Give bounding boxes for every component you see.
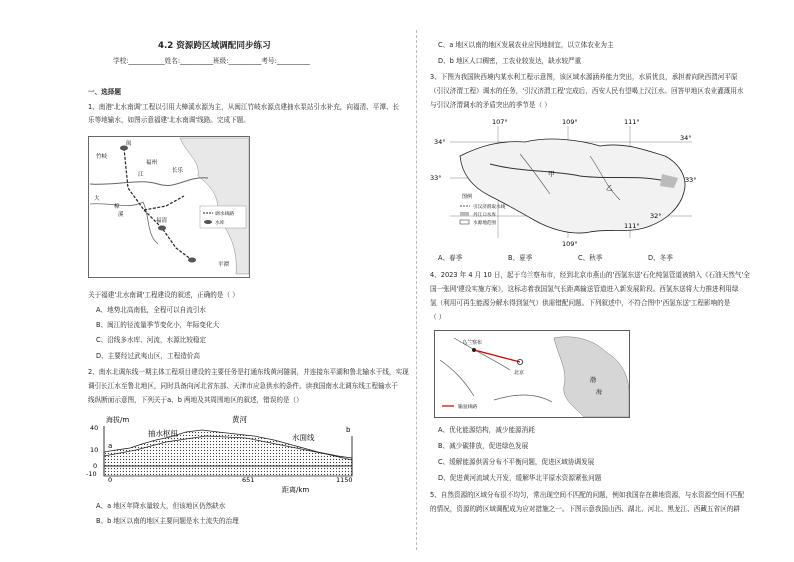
svg-text:丹江口水库: 丹江口水库 [473, 213, 496, 218]
right-column [416, 0, 794, 562]
annotation-water-line: 水面线 [292, 433, 315, 442]
q1-map-figure [88, 136, 250, 278]
q3-option-c[interactable]: C、秋季 [578, 254, 603, 262]
q1-option-a[interactable]: A、地势北高南低，全程可以自流引水 [96, 306, 207, 314]
student-info-fields: 学校:___________姓名:__________班级:__________考号:__________ [113, 57, 310, 65]
svg-text:海: 海 [596, 389, 603, 396]
svg-text:北京: 北京 [514, 370, 525, 376]
q3-map-figure [430, 116, 700, 248]
svg-text:水源地范围: 水源地范围 [473, 221, 496, 226]
section-heading: 一、选择题 [88, 88, 121, 96]
svg-text:111°: 111° [624, 118, 640, 126]
q4-option-a[interactable]: A、优化能源结构，减少能源消耗 [438, 426, 535, 434]
q2-profile-chart [86, 410, 358, 496]
q4-stem-line: （ ） [430, 313, 446, 321]
place-yi: 乙 [606, 184, 613, 192]
svg-text:109°: 109° [562, 240, 578, 248]
q4-stem-line: 4、2023 年 4 月 10 日，起于乌兰察布市，经到北京市燕山的'西氢东送'石化纯氢管道被纳入《石油天然气'全 [430, 271, 750, 279]
q4-map-figure [434, 330, 630, 418]
svg-text:水库: 水库 [215, 221, 225, 226]
svg-text:长乐: 长乐 [172, 168, 184, 174]
x-tick-label: 651 [242, 476, 255, 484]
svg-text:输氢线路: 输氢线路 [458, 405, 478, 410]
svg-text:溪: 溪 [118, 212, 124, 218]
q4-stem-line: 国一张网'建设实施方案》，这标志着我国氢气长距离输送管道进入新发展阶段。西氢东送将大力推进利用绿 [430, 285, 739, 293]
y-tick-label: 40 [90, 424, 99, 432]
q5-stem-line: 的情况，资源的跨区域调配成为应对措施之一。下图示意我国山西、湖北、河北、黑龙江、西藏五省区的耕 [430, 505, 740, 513]
x-axis-label: 距离/km [282, 486, 310, 494]
x-tick-label: 1150 [336, 476, 353, 484]
svg-text:闽: 闽 [126, 141, 132, 147]
svg-text:乌兰察布: 乌兰察布 [462, 340, 483, 346]
q3-option-b[interactable]: B、夏季 [508, 254, 533, 262]
q1-stem-line: 乐等地输水，如图示意福建'北水南调'线路。完成下题。 [88, 116, 250, 124]
q2-stem-line: 2、南水北调东线一期主体工程项目建设的主要任务是打通东线黄河隧洞，并连接东平湖和鲁北输水干线，实现 [88, 368, 409, 376]
svg-text:34°: 34° [680, 134, 692, 142]
point-b-label: b [346, 426, 351, 434]
q4-option-d[interactable]: D、促进黄河流域大开发，缓解华北平原水资源紧张问题 [438, 474, 602, 482]
svg-text:大: 大 [94, 196, 100, 202]
q2-stem-line: 线纵断面示意图，下列关于a、b 两地及其周围地区的叙述，错误的是（） [88, 396, 303, 404]
svg-text:竹岐: 竹岐 [96, 154, 108, 160]
q1-question: 关于福建'北水南调'工程建设的叙述，正确的是（ ） [88, 291, 239, 299]
svg-text:33°: 33° [685, 176, 697, 184]
q3-stem-line: 与引汉济渭调水的矛盾突出的季节是（ ） [430, 101, 551, 109]
svg-text:32°: 32° [650, 212, 662, 220]
q1-stem-line: 1、南港'北水南调'工程以引用大樟溪水源为主，从闽江竹岐水源点建抽水泵站引水补充，向福清、平潭、长 [88, 103, 400, 111]
svg-text:调水线路: 调水线路 [215, 212, 235, 217]
svg-text:渤: 渤 [590, 377, 597, 384]
svg-text:福州: 福州 [146, 160, 158, 166]
y-tick-label: 10 [90, 446, 99, 454]
q4-option-b[interactable]: B、减少碳排放，促进绿色发展 [438, 442, 529, 450]
annotation-pump: 抽水枢纽 [148, 429, 178, 438]
svg-text:111°: 111° [624, 222, 640, 230]
q2-stem-line: 调引长江水至鲁北地区，同时具备向河北省东部、天津市应急供水的条件。读我国南水北调东线工程输水干 [88, 382, 398, 390]
q1-option-d[interactable]: D、主要经过武夷山区，工程造价高 [96, 352, 200, 360]
q2-option-a[interactable]: A、a 地区年降水量较大，但该地区仍然缺水 [96, 502, 226, 510]
y-tick-label: -10 [86, 470, 97, 478]
q4-stem-line: 氢（利用可再生能源分解水得到氢气）供需错配问题。下列叙述中，不符合图中'西氢东送'工程影响的是 [430, 299, 731, 307]
q2-option-b[interactable]: B、b 地区以南的地区主要问题是水土流失的治理 [96, 517, 239, 525]
y-tick-label: 0 [93, 462, 98, 470]
q3-option-a[interactable]: A、春季 [438, 254, 463, 262]
q1-option-b[interactable]: B、闽江的径流量季节变化小，年际变化大 [96, 321, 220, 329]
svg-text:福清: 福清 [156, 218, 168, 224]
annotation-yellow-river: 黄河 [232, 415, 247, 424]
y-axis-label: 海拔/m [106, 416, 130, 424]
q4-option-c[interactable]: C、缓解能源供需分布不平衡问题，促进区域协调发展 [438, 458, 595, 466]
svg-text:引汉济渭取水线: 引汉济渭取水线 [473, 205, 506, 210]
svg-text:34°: 34° [434, 138, 446, 146]
q3-stem-line: 3、下图为我国陕西境内某水利工程示意图，该区域水源涵养能力突出，水质优良，承担着向陕西渭河平原 [430, 73, 738, 81]
svg-text:平潭: 平潭 [218, 262, 230, 268]
svg-text:樟: 樟 [114, 204, 120, 210]
x-tick-label: 0 [108, 476, 113, 484]
q1-option-c[interactable]: C、沿线多水库、河流，水源比较稳定 [96, 336, 207, 344]
svg-text:107°: 107° [492, 118, 508, 126]
place-jia: 甲 [548, 170, 555, 178]
svg-text:江: 江 [138, 172, 144, 178]
svg-text:33°: 33° [430, 174, 442, 182]
q2-option-c[interactable]: C、a 地区以南的地区发展农业应因地制宜，以立体农业为主 [438, 41, 614, 49]
q3-stem-line: （引汉济渭工程）调水的任务，'引汉济渭工程'完成后，西安人民有望喝上汉江水。回答甲地区农业灌溉用水 [430, 87, 744, 95]
q2-option-d[interactable]: D、b 地区人口稠密，工农业较发达，缺水较严重 [438, 57, 582, 65]
point-a-label: a [108, 442, 113, 450]
q3-option-d[interactable]: D、冬季 [648, 254, 673, 262]
svg-text:109°: 109° [562, 118, 578, 126]
q5-stem-line: 5、自然资源的区域分布很不均匀，常出现空间不匹配的问题，例如我国存在耕地资源，与水资源空间不匹配 [430, 491, 745, 499]
svg-text:图例: 图例 [462, 194, 473, 200]
page-title: 4.2 资源跨区域调配同步练习 [158, 41, 271, 51]
